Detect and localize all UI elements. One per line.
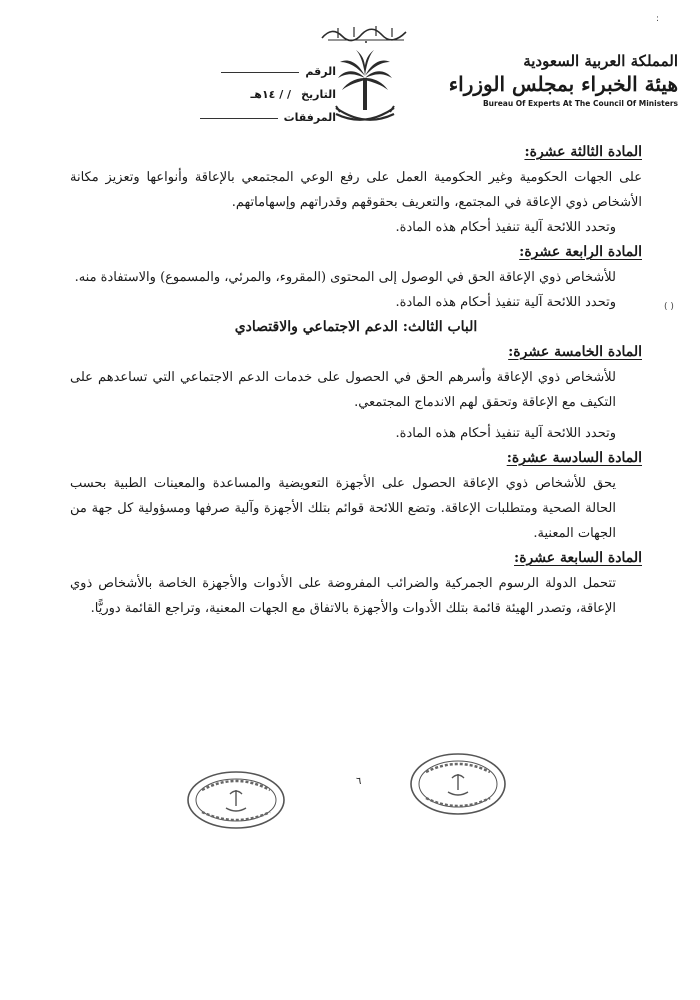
corner-mark-side: ( )	[664, 302, 674, 312]
official-seal-left-icon	[186, 770, 286, 830]
attachments-line	[200, 117, 278, 119]
reference-meta	[196, 60, 336, 129]
attachments-row	[196, 106, 336, 129]
country-name: المملكة العربية السعودية	[523, 52, 678, 70]
date-value: / / ١٤هـ	[250, 88, 292, 101]
number-label: الرقم	[305, 65, 336, 78]
corner-mark-top: :	[656, 14, 660, 24]
article-15-title: المادة الخامسة عشرة:	[508, 344, 642, 360]
page-number: ٦	[356, 776, 362, 787]
organization-name: هيئة الخبراء بمجلس الوزراء	[448, 72, 678, 96]
article-13-paragraph-2: وتحدد اللائحة آلية تنفيذ أحكام هذه المادة.	[395, 220, 616, 235]
document-body	[70, 140, 642, 621]
organization-name-english: Bureau Of Experts At The Council Of Ministers	[482, 99, 678, 108]
article-15-paragraph-2: وتحدد اللائحة آلية تنفيذ أحكام هذه المادة.	[395, 426, 616, 441]
article-16-title: المادة السادسة عشرة:	[506, 450, 642, 466]
article-16-paragraph-1: يحق للأشخاص ذوي الإعاقة الحصول على الأجهزة التعويضية والمساعدة والمعينات الطبية بحسب الحالة الصحية ومتطلبات الإعاقة. وتضع اللائحة قوائم بتلك الأجهزة وآلية صرفها ومسؤولية كل جهة من الجهات المعنية.	[70, 476, 616, 541]
letterhead	[448, 52, 678, 108]
article-13-title: المادة الثالثة عشرة:	[524, 144, 642, 160]
article-17-paragraph-1: تتحمل الدولة الرسوم الجمركية والضرائب المفروضة على الأدوات والأجهزة الخاصة بالأشخاص ذوي الإعاقة، وتصدر الهيئة قائمة بتلك الأدوات والأجهزة بالاتفاق مع الجهات المعنية، وتراجع القائمة دوريًّا.	[70, 576, 616, 616]
date-row	[196, 83, 336, 106]
official-seal-right-icon	[408, 752, 508, 816]
number-row	[196, 60, 336, 83]
article-15-paragraph-1: للأشخاص ذوي الإعاقة وأسرهم الحق في الحصول على خدمات الدعم الاجتماعي التي تساعدهم على التكيف مع الإعاقة وتحقق لهم الاندماج المجتمعي.	[70, 370, 616, 410]
article-13-paragraph-1: على الجهات الحكومية وغير الحكومية العمل على رفع الوعي المجتمعي بالإعاقة وأنواعها وتعزيز مكانة الأشخاص ذوي الإعاقة في المجتمع، والتعريف بحقوقهم وقدراتهم وإسهاماتهم.	[70, 170, 642, 210]
article-14-title: المادة الرابعة عشرة:	[519, 244, 642, 260]
article-14-paragraph-2: وتحدد اللائحة آلية تنفيذ أحكام هذه المادة.	[395, 295, 616, 310]
article-14-paragraph-1: للأشخاص ذوي الإعاقة الحق في الوصول إلى المحتوى (المقروء، والمرئي، والمسموع) والاستفادة منه.	[74, 270, 616, 285]
chapter-heading: الباب الثالث: الدعم الاجتماعي والاقتصادي	[234, 319, 478, 335]
basmala-calligraphy	[318, 22, 414, 44]
article-17-title: المادة السابعة عشرة:	[514, 550, 642, 566]
attachments-label: المرفقات	[283, 111, 336, 124]
date-label: التاريخ	[301, 88, 336, 101]
palm-swords-emblem-icon	[330, 48, 400, 130]
number-line	[221, 71, 299, 73]
